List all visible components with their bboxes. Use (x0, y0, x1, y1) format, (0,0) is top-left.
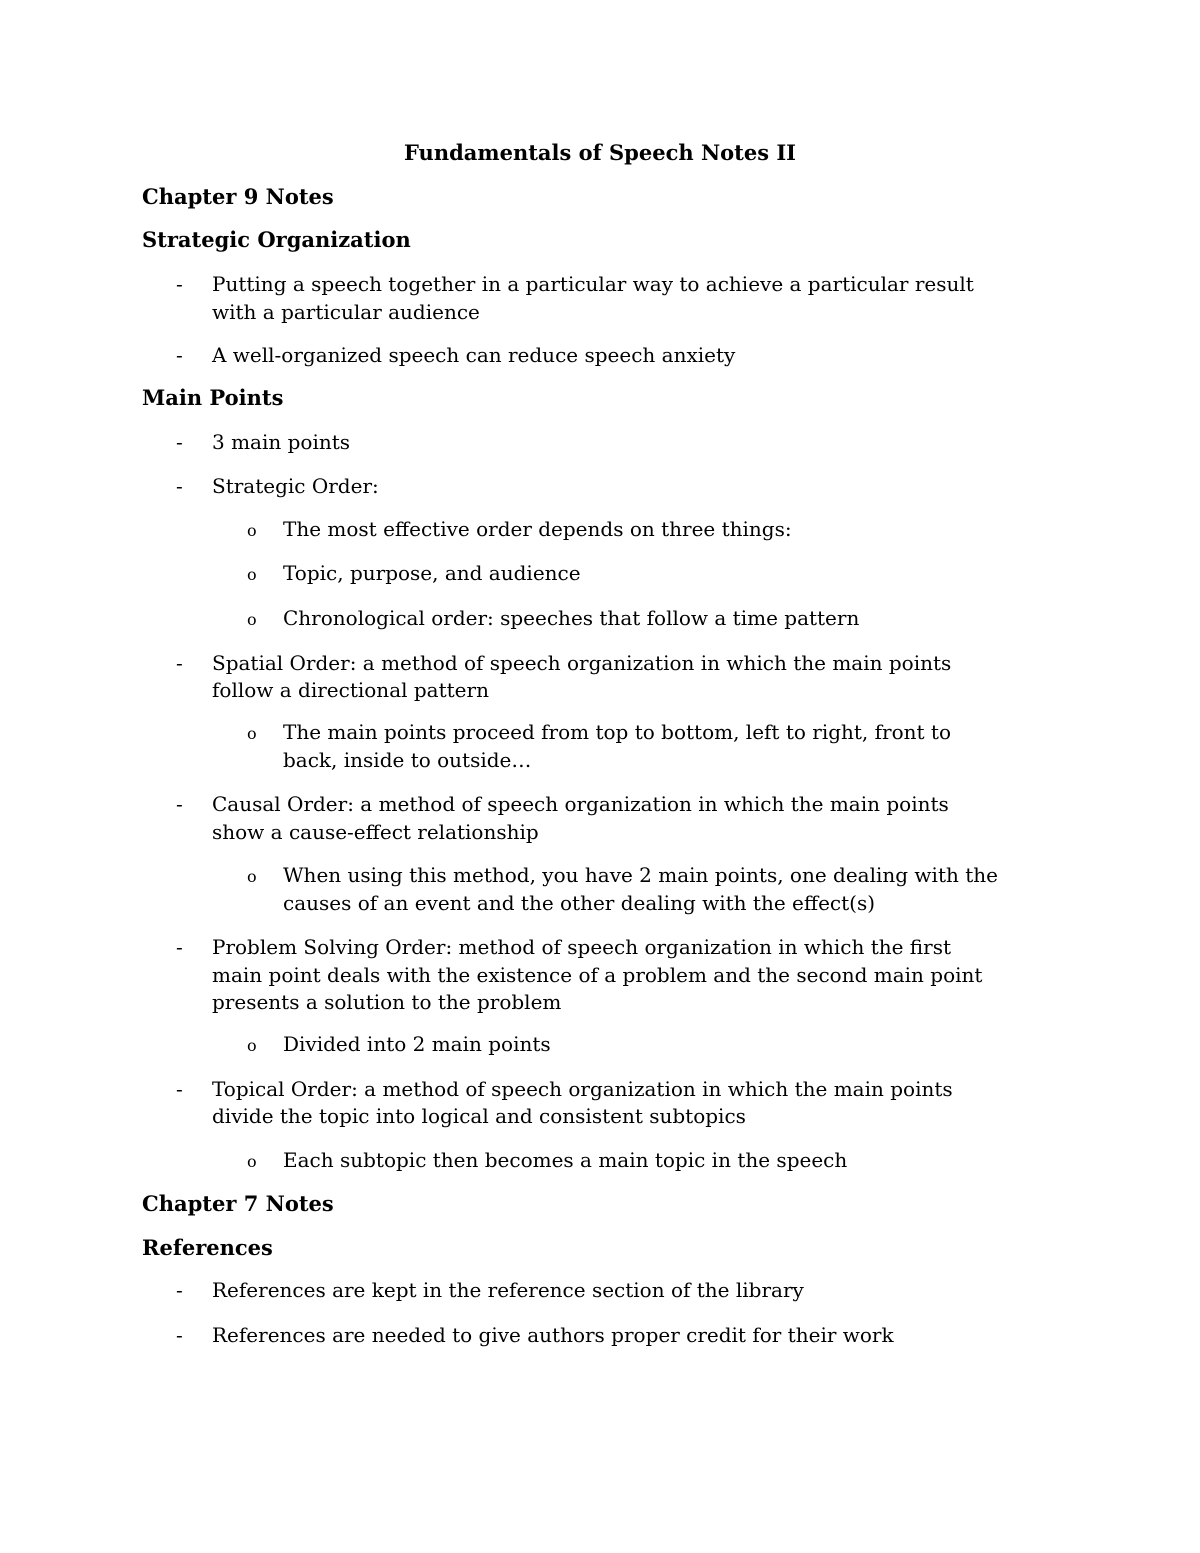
sublist-item-text: The main points proceed from top to bottom, left to right, front to (283, 720, 952, 744)
sublist-item-text: When using this method, you have 2 main points, one dealing with the (283, 863, 998, 887)
list-item-text: A well-organized speech can reduce speech anxiety (212, 343, 736, 367)
sublist-item-text: back, inside to outside… (283, 748, 532, 772)
sublist-bullet-circle: o (247, 610, 257, 629)
list-item-text: Problem Solving Order: method of speech organization in which the first (212, 935, 952, 959)
list-bullet-dash: - (176, 935, 183, 959)
list-bullet-dash: - (176, 1323, 183, 1347)
list-item-text: Putting a speech together in a particular way to achieve a particular result (212, 272, 974, 296)
list-item-text: presents a solution to the problem (212, 990, 562, 1014)
list-item-text: 3 main points (212, 430, 351, 454)
list-item-text: follow a directional pattern (212, 678, 489, 702)
sublist-bullet-circle: o (247, 1152, 257, 1171)
list-bullet-dash: - (176, 272, 183, 296)
document-title: Fundamentals of Speech Notes II (404, 140, 796, 165)
sublist-bullet-circle: o (247, 724, 257, 743)
list-item-text: main point deals with the existence of a problem and the second main point (212, 963, 983, 987)
sublist-item-text: Chronological order: speeches that follow a time pattern (283, 606, 860, 630)
references-heading: References (142, 1235, 273, 1260)
sublist-item-text: Divided into 2 main points (283, 1032, 551, 1056)
list-item-text: divide the topic into logical and consistent subtopics (212, 1104, 746, 1128)
sublist-item-text: The most effective order depends on three things: (283, 517, 792, 541)
list-bullet-dash: - (176, 474, 183, 498)
list-item-text: Causal Order: a method of speech organization in which the main points (212, 792, 949, 816)
sublist-item-text: causes of an event and the other dealing with the effect(s) (283, 891, 876, 915)
strategic-organization-heading: Strategic Organization (142, 227, 411, 252)
chapter-9-heading: Chapter 9 Notes (142, 184, 334, 209)
list-bullet-dash: - (176, 1278, 183, 1302)
sublist-bullet-circle: o (247, 1036, 257, 1055)
sublist-item-text: Topic, purpose, and audience (283, 561, 581, 585)
list-bullet-dash: - (176, 343, 183, 367)
sublist-bullet-circle: o (247, 521, 257, 540)
list-item-text: with a particular audience (212, 300, 480, 324)
sublist-bullet-circle: o (247, 565, 257, 584)
list-bullet-dash: - (176, 792, 183, 816)
list-item-text: Spatial Order: a method of speech organization in which the main points (212, 651, 952, 675)
list-bullet-dash: - (176, 651, 183, 675)
list-item-text: References are needed to give authors proper credit for their work (212, 1323, 894, 1347)
list-item-text: show a cause-effect relationship (212, 820, 539, 844)
list-item-text: Topical Order: a method of speech organization in which the main points (212, 1077, 953, 1101)
main-points-heading: Main Points (142, 385, 284, 410)
list-bullet-dash: - (176, 1077, 183, 1101)
list-item-text: Strategic Order: (212, 474, 379, 498)
sublist-item-text: Each subtopic then becomes a main topic in the speech (283, 1148, 848, 1172)
sublist-bullet-circle: o (247, 867, 257, 886)
list-bullet-dash: - (176, 430, 183, 454)
list-item-text: References are kept in the reference section of the library (212, 1278, 804, 1302)
chapter-7-heading: Chapter 7 Notes (142, 1191, 334, 1216)
